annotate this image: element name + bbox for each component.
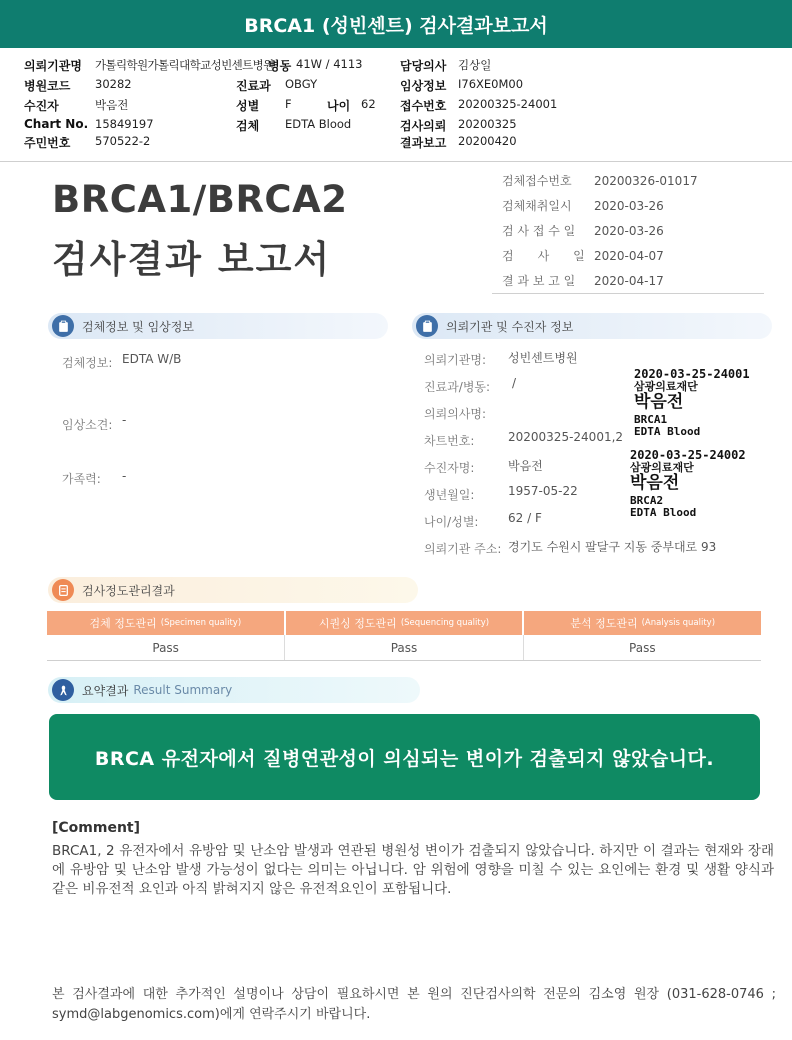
specimen-section-header: [48, 313, 388, 339]
specimen-value: EDTA Blood: [285, 117, 352, 131]
institution-section-title: 의뢰기관 및 수진자 정보: [446, 319, 574, 334]
stamp-specimen: EDTA Blood: [630, 505, 697, 519]
stamp-name: 박음전: [630, 473, 680, 494]
institution-section-header: [412, 313, 772, 339]
address-value: 경기도 수원시 팔달구 지동 중부대로 93: [508, 540, 717, 554]
report-date-value: 20200420: [458, 134, 517, 148]
meta-label: 검 사 접 수 일: [502, 224, 576, 238]
meta-value: 20200326-01017: [594, 174, 698, 188]
resident-no-value: 570522-2: [95, 134, 151, 148]
institution-label: 의뢰기관명: [24, 59, 82, 73]
doctor-label: 담당의사: [400, 59, 447, 73]
specimen-info-value: EDTA W/B: [122, 352, 182, 366]
sex-value: F: [285, 97, 292, 111]
clipboard-icon: [52, 315, 74, 337]
ward-label: 병동: [268, 59, 292, 73]
meta-value: 2020-04-17: [594, 274, 664, 288]
stamp-gene: BRCA1: [634, 412, 668, 426]
qc-col-specimen: [47, 611, 286, 635]
stamp-number: 2020-03-25-24001: [634, 367, 750, 381]
meta-row: [502, 247, 664, 267]
contact-footer: 본 검사결과에 대한 추가적인 설명이나 상담이 필요하시면 본 원의 진단검사의학 전문의 김소영 원장 (031-628-0746 ; symd@labgenomics.com)에게 연락주시기 바랍니다.: [52, 987, 776, 1022]
meta-label: 결 과 보 고 일: [502, 274, 576, 288]
patient-info-grid: [0, 48, 792, 162]
clipboard-icon: [416, 315, 438, 337]
clinical-finding-label: 임상소견:: [62, 418, 113, 432]
report-title-block: [52, 178, 347, 283]
patient-name-label: 수진자명:: [424, 461, 475, 475]
report-header-title: BRCA1 (성빈센트) 검사결과보고서: [0, 0, 792, 48]
report-dates-box: [492, 168, 764, 294]
qc-section-title: 검사정도관리결과: [82, 583, 175, 598]
meta-row: [502, 272, 664, 292]
chart-number-label: 차트번호:: [424, 434, 475, 448]
qc-col-analysis: [524, 611, 761, 635]
sample-stamp-brca2: [630, 449, 746, 518]
inst-name-value: 성빈센트병원: [508, 351, 578, 365]
qc-table-header: [47, 611, 761, 635]
specimen-info-label: 검체정보:: [62, 356, 113, 370]
family-history-value: -: [122, 469, 127, 483]
qc-specimen-result: Pass: [47, 635, 285, 660]
clinical-finding-value: -: [122, 413, 127, 427]
stamp-number: 2020-03-25-24002: [630, 448, 746, 462]
dept-value: OBGY: [285, 77, 318, 91]
patient-label: 수진자: [24, 99, 59, 113]
resident-no-label: 주민번호: [24, 136, 71, 150]
checklist-icon: [52, 579, 74, 601]
qc-col-label: 분석 정도관리: [570, 617, 638, 630]
sex-label: 성별: [236, 99, 260, 113]
report-title-line1: BRCA1/BRCA2: [52, 178, 348, 221]
age-label: 나이: [327, 99, 351, 113]
report-date-label: 결과보고: [400, 136, 447, 150]
stamp-name: 박음전: [634, 392, 684, 413]
qc-col-sub: (Analysis quality): [641, 618, 716, 628]
institution-value: 가톨릭학원가톨릭대학교성빈센트병원: [95, 58, 274, 72]
hospital-code-label: 병원코드: [24, 79, 71, 93]
specimen-section-title: 검체정보 및 임상정보: [82, 319, 194, 334]
meta-row: [502, 222, 664, 242]
age-value: 62: [361, 97, 376, 111]
qc-col-sub: (Sequencing quality): [400, 618, 490, 628]
receipt-no-label: 접수번호: [400, 99, 447, 113]
meta-value: 2020-03-26: [594, 224, 664, 238]
request-date-label: 검사의뢰: [400, 119, 447, 133]
comment-title: [Comment]: [52, 820, 141, 836]
stamp-org: 삼광의료재단: [630, 460, 694, 474]
qc-sequencing-result: Pass: [285, 635, 523, 660]
summary-section-header: [48, 677, 420, 703]
qc-section-header: [48, 577, 418, 603]
receipt-no-value: 20200325-24001: [458, 97, 558, 111]
birthdate-label: 생년월일:: [424, 488, 475, 502]
qc-col-sub: (Specimen quality): [160, 618, 242, 628]
qc-analysis-result: Pass: [629, 640, 656, 655]
result-summary-banner: BRCA 유전자에서 질병연관성이 의심되는 변이가 검출되지 않았습니다.: [49, 714, 760, 800]
age-sex-value: 62 / F: [508, 511, 542, 525]
qc-col-label: 시퀀싱 정도관리: [318, 617, 397, 630]
dept-label: 진료과: [236, 79, 271, 93]
summary-title-en: Result Summary: [133, 683, 233, 697]
patient-name-value: 박음전: [508, 459, 543, 473]
family-history-label: 가족력:: [62, 472, 101, 486]
hospital-code-value: 30282: [95, 77, 132, 91]
meta-label: 검 사 일: [502, 249, 585, 263]
ward-value: 41W / 4113: [296, 57, 363, 71]
meta-value: 2020-04-07: [594, 249, 664, 263]
comment-text: BRCA1, 2 유전자에서 유방암 및 난소암 발생과 연관된 병원성 변이가 검출되지 않았습니다. 하지만 이 결과는 현재와 장래에 유방암 및 난소암 발생 가능성이 없다는 의미는 아닙니다. 암 위험에 영향을 미칠 수 있는 요인에는 환경 및 생활 양식과 같은 비유전적 요인과 아직 밝혀지지 않은 유전적요인이 포함됩니다.: [52, 843, 774, 897]
stamp-gene: BRCA2: [630, 493, 664, 507]
meta-label: 검체접수번호: [502, 174, 572, 188]
meta-label: 검체채취일시: [502, 199, 572, 213]
inst-name-label: 의뢰기관명:: [424, 353, 487, 367]
specimen-label: 검체: [236, 119, 260, 133]
stamp-org: 삼광의료재단: [634, 379, 698, 393]
meta-row: [502, 172, 698, 192]
clinical-info-label: 임상정보: [400, 79, 447, 93]
doctor-value: 김상일: [458, 58, 492, 72]
qc-col-label: 검체 정도관리: [89, 617, 157, 630]
clinical-info-value: I76XE0M00: [458, 77, 524, 91]
qc-table-row: [47, 635, 761, 661]
patient-value: 박음전: [95, 98, 129, 112]
ribbon-icon: [52, 679, 74, 701]
chart-no-label: Chart No.: [24, 117, 89, 131]
report-title-line2: 검사결과 보고서: [52, 238, 332, 281]
chart-number-value: 20200325-24001,2: [508, 430, 624, 444]
dept-ward-label: 진료과/병동:: [424, 380, 491, 394]
dept-ward-value: /: [512, 376, 517, 390]
request-date-value: 20200325: [458, 117, 517, 131]
sample-stamp-brca1: [634, 368, 750, 437]
chart-no-value: 15849197: [95, 117, 154, 131]
meta-value: 2020-03-26: [594, 199, 664, 213]
address-label: 의뢰기관 주소:: [424, 542, 502, 556]
qc-col-sequencing: [286, 611, 525, 635]
ref-doctor-label: 의뢰의사명:: [424, 407, 487, 421]
summary-title-ko: 요약결과: [82, 683, 129, 698]
qc-table: [47, 611, 761, 661]
birthdate-value: 1957-05-22: [508, 484, 578, 498]
stamp-specimen: EDTA Blood: [634, 424, 701, 438]
age-sex-label: 나이/성별:: [424, 515, 479, 529]
meta-row: [502, 197, 664, 217]
